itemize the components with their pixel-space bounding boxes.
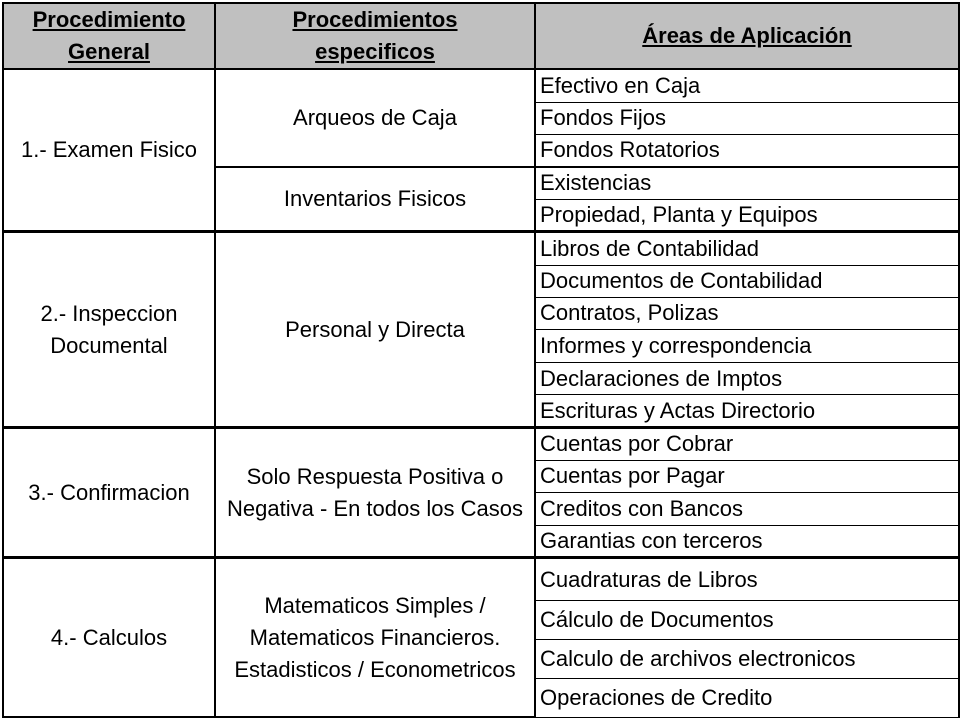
application-area: Escrituras y Actas Directorio	[535, 395, 959, 427]
header-row	[3, 3, 959, 69]
application-area: Cuentas por Pagar	[535, 460, 959, 492]
application-area: Cuadraturas de Libros	[535, 558, 959, 600]
application-area: Creditos con Bancos	[535, 493, 959, 526]
application-area: Libros de Contabilidad	[535, 232, 959, 265]
application-area: Documentos de Contabilidad	[535, 265, 959, 297]
application-area: Fondos Fijos	[535, 102, 959, 134]
general-procedure: 4.- Calculos	[3, 558, 215, 717]
table-row	[3, 427, 959, 460]
application-area: Calculo de archivos electronicos	[535, 639, 959, 678]
general-procedure: 3.- Confirmacion	[3, 427, 215, 558]
application-area: Informes y correspondencia	[535, 330, 959, 363]
header-areas-de-aplicacion: Áreas de Aplicación	[535, 3, 959, 69]
specific-procedure: Matematicos Simples / Matematicos Financieros. Estadisticos / Econometricos	[215, 558, 535, 717]
specific-procedure: Solo Respuesta Positiva o Negativa - En todos los Casos	[215, 427, 535, 558]
table-row	[3, 232, 959, 265]
procedures-table	[2, 2, 960, 718]
application-area: Fondos Rotatorios	[535, 134, 959, 166]
application-area: Existencias	[535, 167, 959, 200]
table-row	[3, 69, 959, 102]
application-area: Operaciones de Credito	[535, 679, 959, 717]
specific-procedure: Personal y Directa	[215, 232, 535, 427]
application-area: Cuentas por Cobrar	[535, 427, 959, 460]
general-procedure: 2.- Inspeccion Documental	[3, 232, 215, 427]
specific-procedure: Arqueos de Caja	[215, 69, 535, 167]
application-area: Garantias con terceros	[535, 526, 959, 558]
application-area: Contratos, Polizas	[535, 297, 959, 329]
specific-procedure: Inventarios Fisicos	[215, 167, 535, 232]
application-area: Efectivo en Caja	[535, 69, 959, 102]
application-area: Declaraciones de Imptos	[535, 363, 959, 395]
general-procedure: 1.- Examen Fisico	[3, 69, 215, 232]
application-area: Propiedad, Planta y Equipos	[535, 200, 959, 232]
header-procedimiento-general: Procedimiento General	[3, 3, 215, 69]
table-row	[3, 558, 959, 600]
application-area: Cálculo de Documentos	[535, 600, 959, 639]
header-procedimientos-especificos: Procedimientos especificos	[215, 3, 535, 69]
